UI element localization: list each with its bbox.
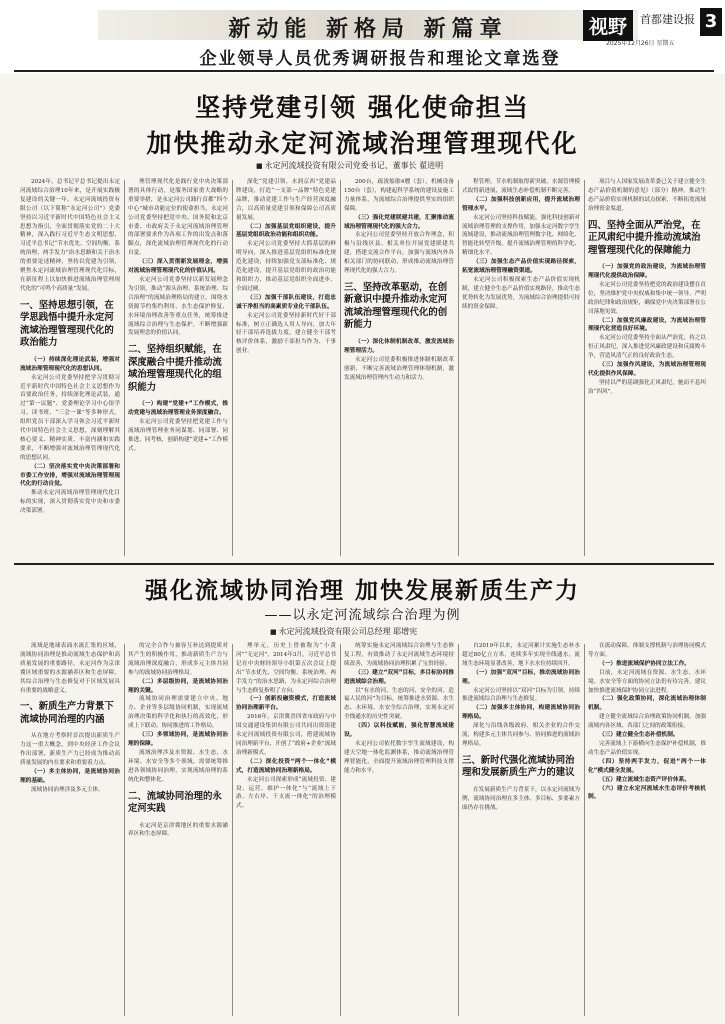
article2-subheadline: ——以永定河流域综合治理为例 <box>264 608 461 623</box>
lead-paragraph: （一）持续深化理论武装，增强对流域治理管理现代化的思想认同。 <box>20 356 120 372</box>
paragraph: 2024年，总书记平总书记提出永定河流域综合治理10年来，是开展实践极复建设的关键一年。永定河流域投资有限公司（以下简称“永定河公司”）党委坚持以习近平新时代中国特色社会主义思想为指引，全面贯彻落实党的二十大精神，深入践行习近平生态文明思想、习近平总书记“节水优先、空间均衡、系统治理、两手发力”治水思路和关于治水的重要论述精神，坚持以党建为引领，聚焦永定河流域治理管理现代化目标，在新征程上以加快推进流域治理管理现代化的“可鸣个高质量”发展。 <box>20 179 120 292</box>
section-heading: 一、新质生产力背景下流域协同治理的内涵 <box>20 701 114 725</box>
paragraph: 理单元，历史上曾被称为“小黄河”“无定河”。2014年3月，习近平总书记在中央财经领导小组第五次会议上提出“节水优先、空间均衡、系统治理、两手发力”的治水思路，为永定河综合治理与生态修复指明了方向。 <box>236 643 336 694</box>
lead-paragraph: （二）加强党风廉政建设，为流域治理管理现代化营造良好环境。 <box>588 317 706 333</box>
slogan-band: 新动能 新格局 新篇章 <box>228 17 508 42</box>
article2-byline: ■ 永定河流域投资有限公司总经理 耶增宪 <box>270 626 417 637</box>
article2-column-1 <box>20 642 120 1016</box>
lead-paragraph: （四）以科技赋能，强化智慧流域建设。 <box>344 723 454 739</box>
paragraph: 坚持以严的基调强化正风肃纪，驰而不息纠治“四风”。 <box>588 379 706 395</box>
section-name: 视野 <box>583 10 633 41</box>
column-divider <box>458 644 459 1016</box>
paragraph: 流域是地球表面水流汇集的区域，流域协同治理是推动流域生态保护和高质量发展的重要路径。永定河作为京津冀区域重要的水源涵养区和生态屏障，其综合治理与生态修复对于区域发展具有重要的战略意义。 <box>20 643 120 694</box>
paragraph: 永定河公司党委坚持全面从严治党，持之以恒正风肃纪，深入推进党风廉政建设和反腐败斗争，营造风清气正的良好政治生态。 <box>588 335 706 360</box>
paragraph: 永定河公司党委坚持把党建工作与流域治理管理业务同谋划、同部署、同推进、同考核，创新构建“党建+”工作模式。 <box>128 419 228 452</box>
article1-column-4 <box>344 178 454 556</box>
column-divider <box>584 644 585 1016</box>
paragraph: 理管理现代化是践行党中央决策部署的具体行动，是服务国家重大战略的重要举措，是永定河公司践行首都“四个中心”城市功能定位的使命担当。永定河公司党委坚持把党中央、国务院和北京市委、市政府关于永定河流域治理管理的部署要求作为各项工作的出发点和落脚点，深化流域治理管理现代化的行动自觉。 <box>128 179 228 257</box>
article2-column-5 <box>462 642 580 1016</box>
paragraph: 永定河公司坚持以“双河”目标为引领，持续推进流域综合治理与生态修复。 <box>462 687 580 703</box>
column-divider <box>232 644 233 1016</box>
lead-paragraph: （一）加强“双河”目标，推动流域协同治理。 <box>462 669 580 685</box>
paragraph: 项目与人国家发展改革委已关于建立健全生态产品价值机制的意见》（部分）精神，推动生态产品价值实现机制的试点探索，不断拓宽流域治理资金渠道。 <box>588 179 706 212</box>
column-subtitle: 企业领导人员优秀调研报告和理论文章选登 <box>199 49 561 69</box>
lead-paragraph: （二）多层级协同，是流域协同治理的关键。 <box>128 678 228 694</box>
section-heading: 三、坚持改革驱动，在创新意识中提升推动永定河流域治理管理现代化的创新能力 <box>344 281 448 331</box>
lead-paragraph: （一）构建“党建+”工作模式，推动党建与流域治理管理业务深度融合。 <box>128 401 228 417</box>
lead-paragraph: （六）建立永定河流域水生态评价考核机制。 <box>588 785 706 801</box>
paragraph: 的完全合作与兼容互补达到提质对其产生的积极作用，推动新质生产力与流域治理深度融合，形成多元主体共同参与的流域协同治理格局。 <box>128 643 228 676</box>
column-divider <box>458 180 459 556</box>
paragraph: 永定河公司党委坚持新时代好干部标准，树立正确选人用人导向，加大年轻干部培养选拔力度，建立健全干部考核评价体系，激励干部担当作为、干事创业。 <box>236 312 336 355</box>
paragraph: 永定河公司依托数字孪生流域建设，构建天空地一体化监测体系，推动流域治理管理智能化，全面提升流域治理管理科技支撑能力和水平。 <box>344 740 454 774</box>
paragraph: 在流动保障，体制支撑机制与治理协同模式等方面。 <box>588 643 706 658</box>
lead-paragraph: （二）加强科技创新应用，提升流域治理管理水平。 <box>462 196 580 212</box>
lead-paragraph: （一）深化体制机制改革，激发流域治理管理活力。 <box>344 338 454 354</box>
paper-name: 首都建设报 <box>640 13 695 26</box>
paragraph: 200台，疏浚船舶4艘（套），机械设备150台（套），构建起科学系统的建设及施工力量体系，为流域综合治理提供坚实的组织保障。 <box>344 179 454 212</box>
lead-paragraph: （一）推进流域保护协同立法工作。 <box>599 660 690 667</box>
lead-paragraph: （三）加强干部队伍建设，打造忠诚干净担当的高素质专业化干部队伍。 <box>236 294 336 310</box>
paragraph: 完善流域上下游横向生态保护补偿机制，推动生态产品价值实现。 <box>588 740 706 756</box>
paragraph: 2016年，京津冀晋四省市政府与中国交通建设集团有限公司共同出资组建永定河流域投资有限公司，搭建流域协同治理新平台，开创了“政府+企业”流域治理新模式。 <box>236 714 336 756</box>
paragraph: 以“有水的河、生态的河、安全的河、造福人民的河”为目标，统筹推进水资源、水生态、水环境、水安全综合治理，实现永定河全线通水的历史性突破。 <box>344 687 454 721</box>
lead-paragraph: （二）深化投资“两个一体化”模式，打造流域协同治理新格局。 <box>236 758 336 774</box>
paragraph: 推动永定河流域治理管理现代化目标的实现，深入贯彻落实党中央和市委决策部署。 <box>20 490 120 515</box>
column-divider <box>340 644 341 1016</box>
page-number: 3 <box>700 8 722 36</box>
masthead <box>0 0 725 74</box>
lead-paragraph: （二）加强多主体协同，构建流域协同治理格局。 <box>462 705 580 721</box>
paragraph: 自2019年以来，永定河累计实施生态补水超过80亿立方米，连续多年实现全线通水，流域生态环境显著改善，地下水水位持续回升。 <box>462 643 580 667</box>
article1-column-2 <box>128 178 228 556</box>
paragraph: 永定河公司党委坚持以新发展理念为引领，推动“源头治理、系统治理、综合治理”的流域治理格局的建立。围绕水资源节约集约利用、水生态保护修复、水环境治理改善等重点任务，统筹推进流域综合治理与生态保护，不断增强新发展理念的价值认同。 <box>128 276 228 337</box>
article2-column-2 <box>128 642 228 1016</box>
article1-column-3 <box>236 178 336 556</box>
article2-column-4 <box>344 642 454 1016</box>
article1-column-5 <box>462 178 580 556</box>
lead-paragraph: （二）加强基层党组织建设，提升基层党组织政治功能和组织功能。 <box>236 223 336 239</box>
lead-paragraph: （三）强化党建联建共建，汇聚推动流域治理管理现代化的强大合力。 <box>344 214 454 230</box>
lead-paragraph: （三）多领域协同，是流域协同治理的保障。 <box>128 732 228 747</box>
section-heading: 二、流域协同治理的永定河实践 <box>128 790 222 814</box>
paragraph: 永定河是京津冀地区的重要水源涵养区和生态屏障。 <box>128 822 228 838</box>
lead-paragraph: （五）建立流域生态资产评价体系。 <box>599 776 690 783</box>
paragraph: 统筹实施永定河流域综合治理与生态修复工程，有效推动了永定河流域生态环境持续改善，为流域协同治理积累了宝贵经验。 <box>344 643 454 667</box>
section-heading: 二、坚持组织赋能，在深度融合中提升推动流域治理管理现代化的组织能力 <box>128 344 222 393</box>
article-separator <box>14 563 714 565</box>
paragraph: 深化“党建引领、水润京西”党建品牌建设，打造“一支部一品牌”特色党建品牌，推动党建工作与生产经营深度融合，以高质量党建引领和保障公司高质量发展。 <box>236 179 336 221</box>
paragraph: 程管理。节水机制取得新突破，水源管理模式取得新进展，流域生态补偿机制不断完善。 <box>462 179 580 194</box>
lead-paragraph: （三）加强生态产品价值实现路径探索，拓宽流域治理管理融资渠道。 <box>462 259 580 275</box>
section-heading: 四、坚持全面从严治党，在正风肃纪中提升推动流域治理管理现代化的保障能力 <box>588 219 701 256</box>
article2-column-3 <box>236 642 336 1016</box>
article1-column-6 <box>588 178 706 556</box>
lead-paragraph: （一）加强党的政治建设，为流域治理管理现代化提供政治保障。 <box>588 264 706 280</box>
section-heading: 三、新时代强化流域协同治理和发展新质生产力的建议 <box>462 754 575 779</box>
paragraph: 永定河公司党委坚持把党的政治建设摆在首位，坚决维护党中央权威和集中统一领导，严明政治纪律和政治规矩，确保党中央决策部署在公司落地见效。 <box>588 281 706 315</box>
paragraph: 从在地方考察时首次提出新质生产力这一重大概念，到中央经济工作会议作出部署，新质生产力已经成为推动高质量发展的内在要求和重要着力点。 <box>20 733 120 767</box>
paragraph: 永定河公司党委坚持把学习贯彻习近平新时代中国特色社会主义思想作为首要政治任务，持续深化理论武装，通过“第一议题”、党委理论学习中心组学习、读书班、“三会一课”等多种形式，组织党员干部深入学习领会习近平新时代中国特色社会主义思想，深刻理解其核心要义、精神实质、丰富内涵和实践要求，不断增强对流域治理管理现代化的思想认同。 <box>20 374 120 461</box>
paragraph: 目前，永定河流域在资源、水生态、水环境、水安全等方面的协同立法仍有待完善，建议加快推进流域保护协同立法进程。 <box>588 669 706 694</box>
paragraph: 永定河公司坚持科技赋能，强化科技创新对流域治理管理的支撑作用，加强永定河数字孪生流域建设，推动流域治理管理数字化、网络化、智能化转型升级，提升流域治理管理的科学化、精细化水平。 <box>462 214 580 257</box>
lead-paragraph: （二）坚决落实党中央决策部署和市委工作安排，增强对流域治理管理现代化的行动自觉。 <box>20 463 120 488</box>
paragraph: 永定河公司积极探索生态产品价值实现机制，建立健全生态产品价值实现路径，推动生态优势转化为发展优势，为流域综合治理提供可持续的资金保障。 <box>462 276 580 310</box>
column-divider <box>124 180 125 556</box>
lead-paragraph: （三）建立健全生态补偿机制。 <box>599 732 679 739</box>
article1-byline: ■ 永定河流域投资有限公司党委书记、董事长 翟进明 <box>256 160 443 171</box>
lead-paragraph: （三）建立“双河”目标，多目标协同推进流域综合治理。 <box>344 669 454 685</box>
top-rule <box>14 70 714 72</box>
paragraph: 永定河公司探索形成“流域投资、建设、运营、维护一体化”与“流域上下游、左右岸、干支流一体化”的治理模式。 <box>236 776 336 810</box>
column-divider <box>232 180 233 556</box>
column-divider <box>584 180 585 556</box>
paragraph: 永定河公司党委坚持开放合作理念，积极与沿线区县、相关单位开展党建联建共建，搭建交流合作平台，加强与流域内外各相关部门的协同联动，形成推动流域治理管理现代化的强大合力。 <box>344 232 454 275</box>
paragraph: 流域治理涉及水资源、水生态、水环境、水安全等多个领域，需要统筹推进各领域协同治理，实现流域治理的系统化和整体化。 <box>128 749 228 783</box>
paragraph: 在发展新质生产力背景下，以永定河流域为例，流域协同治理在多主体、多目标、多要素方面仍存在挑战。 <box>462 786 580 811</box>
paragraph: 永定河公司党委积极推进体制机制改革创新，不断完善流域治理管理体制机制，激发流域治理管理内生动力和活力。 <box>344 356 454 381</box>
article1-column-1 <box>20 178 120 556</box>
column-divider <box>124 644 125 1016</box>
lead-paragraph: （二）强化政策协同，深化流域治理体制机制。 <box>588 696 706 712</box>
lead-paragraph: （四）坚持两手发力，促进“两个一体化”模式健全发展。 <box>588 758 706 774</box>
paper-date: 2025年12月26日 星期五 <box>606 40 675 47</box>
section-heading: 一、坚持思想引领，在学思践悟中提升永定河流域治理管理现代化的政治能力 <box>20 299 114 349</box>
lead-paragraph: （一）多主体协同，是流域协同治理的基础。 <box>20 769 120 784</box>
lead-paragraph: （一）创新投融资模式，打造流域协同治理新平台。 <box>236 696 336 712</box>
paragraph: 永定河公司党委坚持大抓基层的鲜明导向，深入推进基层党组织标准化规范化建设，持续加强党支部标准化、规范化建设，提升基层党组织的政治功能和组织力，推动基层党组织全面进步、全面过硬。 <box>236 241 336 292</box>
lead-paragraph: （三）深入贯彻新发展理念，增强对流域治理管理现代化的价值认同。 <box>128 259 228 275</box>
lead-paragraph: （三）加强作风建设，为流域治理管理现代化提供作风保障。 <box>588 362 706 377</box>
paragraph: 深化与沿线各级政府、相关企业的合作交流，构建多元主体共同参与、协同推进的流域治理格局。 <box>462 723 580 747</box>
paragraph: 建立健全流域综合治理政策协同机制，加强流域内各区域、各部门之间的政策衔接。 <box>588 714 706 730</box>
article1-headline-line1: 坚持党建引领 强化使命担当 <box>195 93 530 122</box>
article2-column-6 <box>588 642 706 1016</box>
article1-headline-line2: 加快推动永定河流域治理管理现代化 <box>146 129 579 158</box>
article2-headline: 强化流域协同治理 加快发展新质生产力 <box>144 578 580 604</box>
column-divider <box>340 180 341 556</box>
paragraph: 流域协同治理涉及多元主体。 <box>31 786 104 793</box>
paragraph: 流域协同治理需要建立中央、地方、企业等多层级协同机制，实现流域治理决策的科学化和执行的高效化，形成上下联动、协同推进的工作格局。 <box>128 696 228 730</box>
